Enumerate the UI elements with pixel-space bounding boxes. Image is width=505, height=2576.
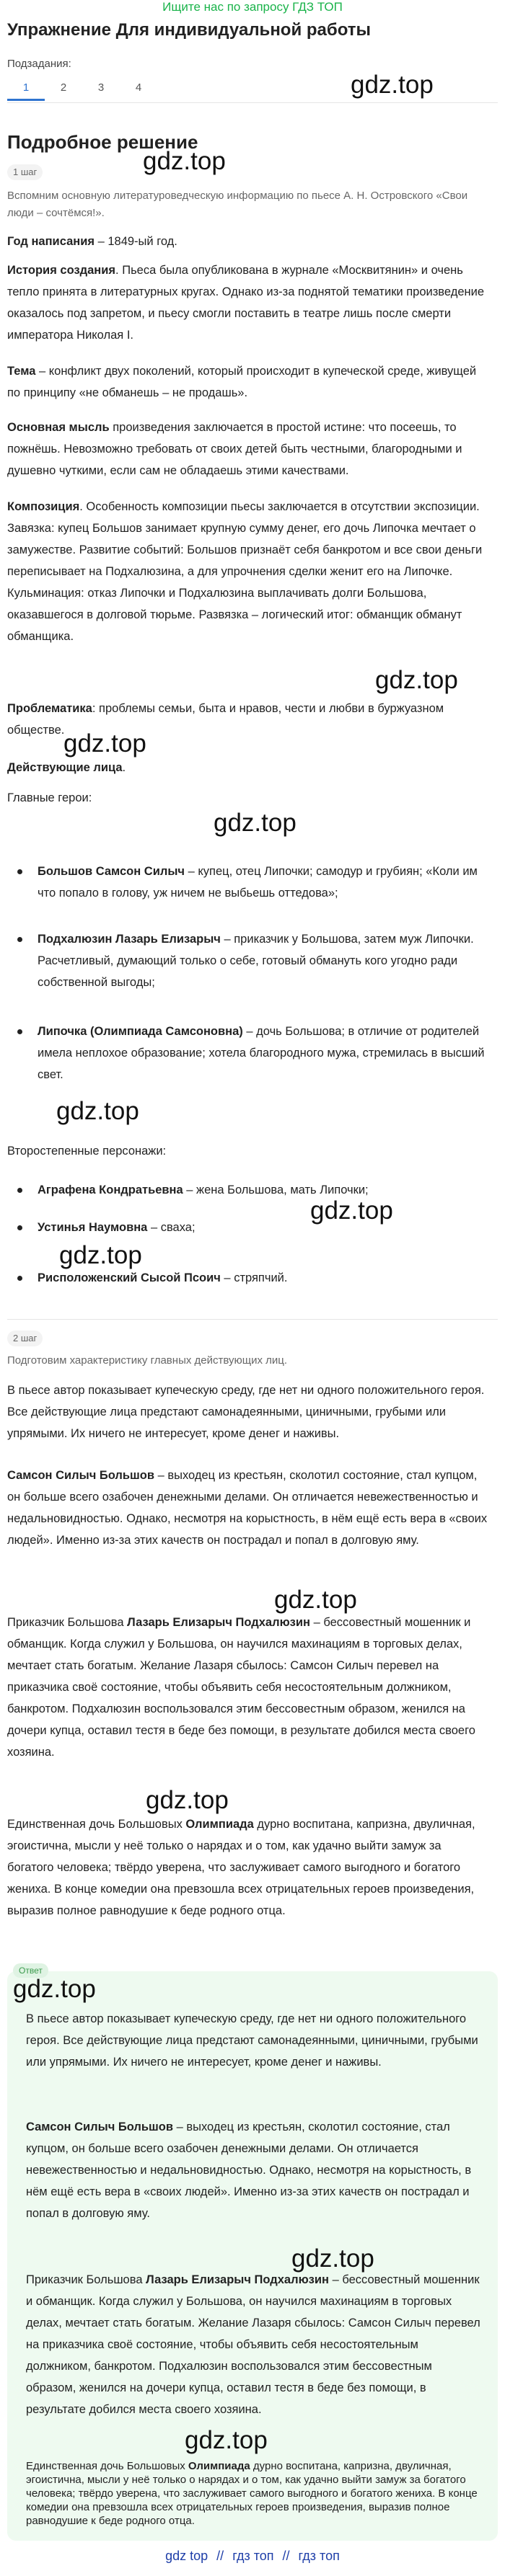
subtask-tabs <box>7 75 157 101</box>
hero-description: – дочь Большова; в отличие от родителей имела неплохое образование; хотела благородного мужа, стремилась в высший свет. <box>38 1025 485 1081</box>
history-label: История создания <box>7 264 116 277</box>
step-badge: 1 шаг <box>7 164 43 180</box>
character-name: Самсон Силыч Большов <box>26 2120 174 2133</box>
bullet-icon <box>17 1029 22 1034</box>
characters-label: Действующие лица <box>7 761 123 774</box>
divider <box>7 1319 498 1320</box>
character-description: – бессовестный мошенник и обманщик. Когда служил у Большова, он научился махинациям в торговых делах, мечтает стать богатым. Желание Лазаря сбылось: Самсон Силыч перевел на приказчика своё состояние, чтобы объявить себя несостоятельным должником, банкротом. Подхалюзин воспользовался этим бессовестным образом, женился на дочери купца, оставил тестя в беде без помощи, в результате добился места своего хозяина. <box>7 1616 475 1759</box>
character-description: – выходец из крестьян, сколотил состояние, стал купцом, он больше всего озабочен денежными делами. Он отличается невежественностью и недальновидностью. Однако, несмотря на корыстность, в нём ещё есть вера в «своих людей». Именно из-за этих качеств он пострадал и попал в долговую яму. <box>26 2120 472 2220</box>
history-paragraph <box>7 259 491 346</box>
history-text: . Пьеса была опубликована в журнале «Москвитянин» и очень тепло принята в литературных кругах. Однако из-за поднятой тематики произведение оказалось под запретом, и пьесу смогли поставить в театре лишь после смерти императора Николая I. <box>7 264 484 342</box>
watermark: gdz.top <box>274 1586 357 1614</box>
footer-links <box>0 2549 505 2564</box>
character-name: Лазарь Елизарыч Подхалюзин <box>146 2273 329 2286</box>
answer-paragraph: Единственная дочь Большовых Олимпиада дурно воспитана, капризна, двуличная, эгоистична, мысли у неё только о нарядах и о том, как удачно выйти замуж за богатого человека; твёрдо уверена, что заслуживает самого выгодного и богатого жениха. В конце комедии она превзошла всех отрицательных героев произведения, выразив полное равнодушие к беде родного отца. <box>26 2460 478 2527</box>
list-item <box>7 1217 491 1238</box>
theme-label: Тема <box>7 365 36 378</box>
top-promo-link[interactable]: Ищите нас по запросу ГДЗ ТОП <box>162 0 343 14</box>
watermark: gdz.top <box>56 1097 139 1125</box>
footer-link[interactable]: гдз топ <box>232 2549 274 2563</box>
character-name: Рисположенский Сысой Псоич <box>38 1271 221 1284</box>
problems-label: Проблематика <box>7 702 92 715</box>
tab-subtask-3[interactable]: 3 <box>97 81 105 94</box>
year-paragraph <box>7 231 491 252</box>
step-intro: Подготовим характеристику главных действующих лиц. <box>7 1354 288 1367</box>
step-intro: Вспомним основную литературоведческую информацию по пьесе А. Н. Островского «Свои люди – сочтёмся!». <box>7 190 468 219</box>
bullet-icon <box>17 1225 22 1230</box>
list-item <box>7 1179 491 1201</box>
hero-name: Подхалюзин Лазарь Елизарыч <box>38 933 221 946</box>
subtasks-label: Подзадания: <box>7 58 71 70</box>
hero-description: – купец, отец Липочки; самодур и грубиян; «Коли им что попало в голову, уж ничем не выбьешь оттедова»; <box>38 865 478 900</box>
bullet-icon <box>17 937 22 942</box>
year-text: – 1849-ый год. <box>95 235 177 248</box>
watermark: gdz.top <box>146 1786 229 1814</box>
section-title: Подробное решение <box>7 131 198 153</box>
watermark: gdz.top <box>375 666 458 694</box>
watermark: gdz.top <box>214 809 297 837</box>
idea-paragraph <box>7 417 491 481</box>
characters-heading: Действующие лица. <box>7 761 126 774</box>
footer-link[interactable]: gdz top <box>165 2549 208 2563</box>
bullet-icon <box>17 1276 22 1281</box>
watermark: gdz.top <box>310 1196 393 1225</box>
character-description: – стряпчий. <box>220 1271 288 1284</box>
list-item <box>7 1021 491 1085</box>
composition-text: . Особенность композиции пьесы заключается в отсутствии экспозиции. Завязка: купец Большов занимает крупную сумму денег, его дочь Липочка мечтает о замужестве. Развитие событий: Большов признаёт себя банкротом и все свои деньги переписывает на Подхалюзина, а для упрочнения сделки женит его на Липочке. Кульминация: отказ Липочки и Подхалюзина выплачивать долги Большова, оказавшегося в долговой тюрьме. Развязка – логический итог: обманщик обманут обманщика. <box>7 500 483 643</box>
hero-name: Большов Самсон Силыч <box>38 865 185 878</box>
composition-paragraph <box>7 496 491 647</box>
answer-paragraph: Приказчик Большова Лазарь Елизарыч Подхалюзин – бессовестный мошенник и обманщик. Когда служил у Большова, он научился махинациям в торговых делах, мечтает стать богатым. Желание Лазаря сбылось: Самсон Силыч перевел на приказчика своё состояние, чтобы объявить себя несостоятельным должником, банкротом. Подхалюзин воспользовался этим бессовестным образом, женился на дочери купца, оставил тестя в беде без помощи, в результате добился места своего хозяина. <box>7 1616 475 1759</box>
watermark: gdz.top <box>63 729 146 758</box>
character-name: Олимпиада <box>185 1818 254 1831</box>
step-badge: 2 шаг <box>7 1331 43 1346</box>
divider <box>7 102 498 103</box>
idea-label: Основная мысль <box>7 421 110 434</box>
watermark: gdz.top <box>13 1975 96 2003</box>
character-description: дурно воспитана, капризна, двуличная, эгоистична, мысли у неё только о нарядах и о том, как удачно выйти замуж за богатого человека; твёрдо уверена, что заслуживает самого выгодного и богатого жениха. В конце комедии она превзошла всех отрицательных героев произведения, выразив полное равнодушие к беде родного отца. <box>7 1818 475 1917</box>
composition-label: Композиция <box>7 500 80 513</box>
watermark: gdz.top <box>351 71 434 99</box>
tab-subtask-4[interactable]: 4 <box>135 81 142 94</box>
watermark: gdz.top <box>59 1241 142 1269</box>
character-name: Лазарь Елизарыч Подхалюзин <box>127 1616 310 1629</box>
answer-paragraph: В пьесе автор показывает купеческую среду, где нет ни одного положительного героя. Все действующие лица предстают самонадеянными, циничными, грубыми или упрямыми. Их ничего не интересует, кроме денег и наживы. <box>7 1384 485 1440</box>
watermark: gdz.top <box>185 2426 268 2454</box>
list-item <box>7 1267 491 1289</box>
theme-text: – конфликт двух поколений, который происходит в купеческой среде, живущей по принципу «не обманешь – не продашь». <box>7 365 477 399</box>
main-heroes-label: Главные герои: <box>7 791 92 804</box>
character-description: – бессовестный мошенник и обманщик. Когда служил у Большова, он научился махинациям в торговых делах, мечтает стать богатым. Желание Лазаря сбылось: Самсон Силыч перевел на приказчика своё состояние, чтобы объявить себя несостоятельным должником, банкротом. Подхалюзин воспользовался этим бессовестным образом, женился на дочери купца, оставил тестя в беде без помощи, в результате добился места своего хозяина. <box>26 2273 480 2416</box>
character-name: Аграфена Кондратьевна <box>38 1183 183 1196</box>
idea-text: произведения заключается в простой истине: что посеешь, то пожнёшь. Невозможно требовать от своих детей быть честными, благородными и душевно чуткими, если сам не обладаешь этими качествами. <box>7 421 462 477</box>
footer-separator: // <box>282 2549 290 2563</box>
bullet-icon <box>17 869 22 874</box>
answer-badge: Ответ <box>13 1963 48 1978</box>
answer-paragraph: Приказчик Большова Лазарь Елизарыч Подхалюзин – бессовестный мошенник и обманщик. Когда служил у Большова, он научился махинациям в торговых делах, мечтает стать богатым. Желание Лазаря сбылось: Самсон Силыч перевел на приказчика своё состояние, чтобы объявить себя несостоятельным должником, банкротом. Подхалюзин воспользовался этим бессовестным образом, женился на дочери купца, оставил тестя в беде без помощи, в результате добился места своего хозяина. <box>26 2273 480 2416</box>
answer-paragraph: В пьесе автор показывает купеческую среду, где нет ни одного положительного героя. Все действующие лица предстают самонадеянными, циничными, грубыми или упрямыми. Их ничего не интересует, кроме денег и наживы. <box>26 2012 478 2069</box>
year-label: Год написания <box>7 235 95 248</box>
problems-text: : проблемы семьи, быта и нравов, чести и любви в буржуазном обществе. <box>7 702 444 737</box>
bullet-icon <box>17 1188 22 1193</box>
list-item <box>7 928 491 993</box>
character-name: Самсон Силыч Большов <box>7 1469 155 1482</box>
answer-paragraph <box>26 2116 485 2224</box>
watermark: gdz.top <box>143 147 226 175</box>
secondary-label: Второстепенные персонажи: <box>7 1145 167 1158</box>
watermark: gdz.top <box>291 2244 374 2273</box>
theme-paragraph <box>7 360 491 404</box>
character-name: Устинья Наумовна <box>38 1221 148 1234</box>
footer-separator: // <box>216 2549 224 2563</box>
hero-description: – приказчик у Большова, затем муж Липочки. Расчетливый, думающий только о себе, готовый обмануть кого угодно ради собственной выгоды; <box>38 933 474 989</box>
list-item <box>7 861 491 904</box>
character-description: – сваха; <box>147 1221 196 1234</box>
character-description: дурно воспитана, капризна, двуличная, эгоистична, мысли у неё только о нарядах и о том, как удачно выйти замуж за богатого человека; твёрдо уверена, что заслуживает самого выгодного и богатого жениха. В конце комедии она превзошла всех отрицательных героев произведения, выразив полное равнодушие к беде родного отца. <box>26 2460 478 2527</box>
character-name: Олимпиада <box>188 2460 250 2472</box>
page-title: Упражнение Для индивидуальной работы <box>7 20 372 40</box>
hero-name: Липочка (Олимпиада Самсоновна) <box>38 1025 243 1038</box>
answer-paragraph: Единственная дочь Большовых Олимпиада дурно воспитана, капризна, двуличная, эгоистична, мысли у неё только о нарядах и о том, как удачно выйти замуж за богатого человека; твёрдо уверена, что заслуживает самого выгодного и богатого жениха. В конце комедии она превзошла всех отрицательных героев произведения, выразив полное равнодушие к беде родного отца. <box>7 1818 475 1917</box>
footer-link[interactable]: гдз топ <box>298 2549 340 2563</box>
answer-paragraph <box>7 1465 491 1551</box>
character-description: – жена Большова, мать Липочки; <box>183 1183 369 1196</box>
tab-subtask-2[interactable]: 2 <box>60 81 67 94</box>
character-description: – выходец из крестьян, сколотил состояние, стал купцом, он больше всего озабочен денежными делами. Он отличается невежественностью и недальновидностью. Однако, несмотря на корыстность, в нём ещё есть вера в «своих людей». Именно из-за этих качеств он пострадал и попал в долговую яму. <box>7 1469 488 1547</box>
tab-subtask-1[interactable]: 1 <box>7 75 45 101</box>
